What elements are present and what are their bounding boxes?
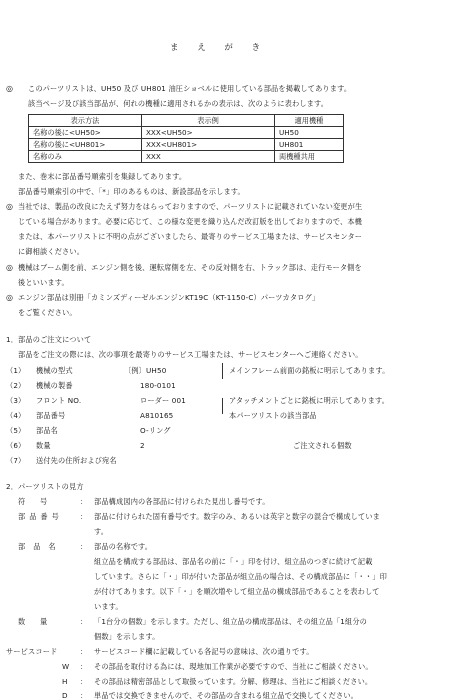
term-desc: 部品に付けられた固有番号です。数字のみ、あるいは英字と数字の混合で構成していま <box>94 512 381 521</box>
term-desc: 個数」を示します。 <box>94 632 160 641</box>
intro-line: 部品番号順索引の中で、「*」印のあるものは、新設部品を示します。 <box>18 187 245 196</box>
table-header: 表示例 <box>142 115 275 127</box>
service-code-desc: その部品は精密部品として取扱っています。分解、修理は、当社にご相談ください。 <box>94 677 373 686</box>
section-lead: 部品をご注文の際には、次の事項を最寄りのサービス工場または、サービスセンターへご連絡ください。 <box>18 350 363 359</box>
order-item-num: （6） <box>6 441 26 450</box>
service-code-desc: その部品を取付ける為には、現地加工作業が必要ですので、当社にご相談ください。 <box>94 662 373 671</box>
term-label: 部品名 <box>18 542 64 551</box>
order-item-label: 機械の型式 <box>36 366 73 375</box>
table-cell: UH50 <box>275 127 344 139</box>
order-item-num: （7） <box>6 456 26 465</box>
term-label: サービスコード <box>6 647 58 656</box>
order-item-note: アタッチメントごとに銘板に明示してあります。 <box>229 396 390 405</box>
table-cell: XXX<UH801> <box>142 139 275 151</box>
term-desc: す。 <box>94 527 109 536</box>
term-colon: ： <box>80 677 88 686</box>
intro-line: に御相談ください。 <box>18 247 85 256</box>
term-desc: サービスコード欄に記載している各記号の意味は、次の通りです。 <box>94 647 314 656</box>
intro-line: じている場合があります。必要に応じて、この様な変更を織り込んだ改訂版を出しておりますので、本機 <box>18 217 363 226</box>
bullet-mark-icon: ◎ <box>6 202 13 211</box>
order-item-note: メインフレーム前面の銘板に明示してあります。 <box>229 366 390 375</box>
term-desc: しています。さらに「・」印が付いた部品が組立品の場合は、その構成部品に「・・」印 <box>94 572 387 581</box>
order-item-num: （5） <box>6 426 26 435</box>
term-colon: ： <box>80 662 88 671</box>
display-method-table <box>28 114 344 163</box>
order-item-example: ローダー 001 <box>140 396 186 405</box>
intro-line: または、本パーツリストに不明の点がございましたら、最寄りのサービス工場または、サービスセンター <box>18 232 363 241</box>
order-item-example: O-リング <box>140 426 171 435</box>
term-colon: ： <box>80 497 88 506</box>
term-desc: 部品の名称です。 <box>94 542 153 551</box>
table-cell: 名称のみ <box>29 151 142 163</box>
order-item-example: 2 <box>140 441 145 450</box>
bullet-mark-icon: ◎ <box>6 263 13 272</box>
order-item-note: ご注文される個数 <box>293 441 352 450</box>
intro-line: また、巻末に部品番号順索引を集録してあります。 <box>18 172 187 181</box>
service-code: D <box>62 691 68 700</box>
term-desc: 「1台分の個数」を示します。ただし、組立品の構成部品は、その組立品「1組分の <box>94 617 368 626</box>
intro-line: 機械はブーム側を前、エンジン側を後、運転席側を左、その反対側を右、トラック部は、走行モータ側を <box>18 263 362 272</box>
table-header: 表示方法 <box>29 115 142 127</box>
order-item-num: （1） <box>6 366 26 375</box>
order-item-label: 数量 <box>36 441 51 450</box>
intro-line: このパーツリストは、UH50 及び UH801 油圧ショベルに使用している部品を掲載してあります。 <box>28 84 352 93</box>
intro-line: 後といいます。 <box>18 278 69 287</box>
term-colon: ： <box>80 542 88 551</box>
divider-line <box>222 363 223 379</box>
term-desc: 組立品を構成する部品は、部品名の前に「・」印を付け、組立品のつぎに続けて記載 <box>94 557 373 566</box>
term-desc: 部品構成図内の各部品に付けられた見出し番号です。 <box>94 497 270 506</box>
intro-line: 当社では、製品の改良にたえず努力をはらっておりますので、パーツリストに記載されていない変更が生 <box>18 202 363 211</box>
order-item-example: 〔例〕UH50 <box>124 366 167 375</box>
table-cell: 名称の後に<UH50> <box>29 127 142 139</box>
intro-line: 該当ページ及び該当部品が、何れの機種に適用されるかの表示は、次のように表わします。 <box>28 99 329 108</box>
table-cell: XXX <box>142 151 275 163</box>
term-colon: ： <box>80 647 88 656</box>
term-colon: ： <box>80 691 88 700</box>
service-code: H <box>62 677 68 686</box>
table-cell: 両機種共用 <box>275 151 344 163</box>
section-heading: 1．部品のご注文について <box>6 335 92 344</box>
table-cell: UH801 <box>275 139 344 151</box>
order-item-label: 部品名 <box>36 426 59 435</box>
intro-line: をご覧ください。 <box>18 308 77 317</box>
bullet-mark-icon: ◎ <box>6 84 13 93</box>
order-item-note: 本パーツリストの該当部品 <box>229 411 317 420</box>
service-code-desc: 単品では交換できませんので、その部品の含まれる組立品で交換してください。 <box>94 691 359 700</box>
table-header: 適用機種 <box>275 115 344 127</box>
service-code: W <box>62 662 70 671</box>
term-colon: ： <box>80 512 88 521</box>
order-item-example: 180-0101 <box>140 381 176 390</box>
order-item-label: 部品番号 <box>36 411 66 420</box>
order-item-example: A810165 <box>140 411 174 420</box>
order-item-label: フロント NO. <box>36 396 82 405</box>
order-item-num: （2） <box>6 381 26 390</box>
term-label: 数 量 <box>18 617 48 626</box>
term-desc: が付けてあります。以下「・」を順次増やして組立品の構成部品であることを表わして <box>94 587 380 596</box>
order-item-label: 機械の製番 <box>36 381 73 390</box>
table-cell: 名称の後に<UH801> <box>29 139 142 151</box>
bullet-mark-icon: ◎ <box>6 293 13 302</box>
table-cell: XXX<UH50> <box>142 127 275 139</box>
term-label: 部品番号 <box>18 512 63 521</box>
order-item-num: （3） <box>6 396 26 405</box>
order-item-label: 送付先の住所および宛名 <box>36 456 117 465</box>
term-colon: ： <box>80 617 88 626</box>
intro-line: エンジン部品は別冊「カミンズディーゼルエンジンKT19C（KT-1150-C）パーツカタログ」 <box>18 293 320 302</box>
order-item-num: （4） <box>6 411 26 420</box>
page-title: ま え が き <box>170 43 269 53</box>
divider-line <box>222 398 223 414</box>
term-desc: います。 <box>94 602 123 611</box>
section-heading: 2．パーツリストの見方 <box>6 482 84 491</box>
term-label: 符 号 <box>18 497 48 506</box>
